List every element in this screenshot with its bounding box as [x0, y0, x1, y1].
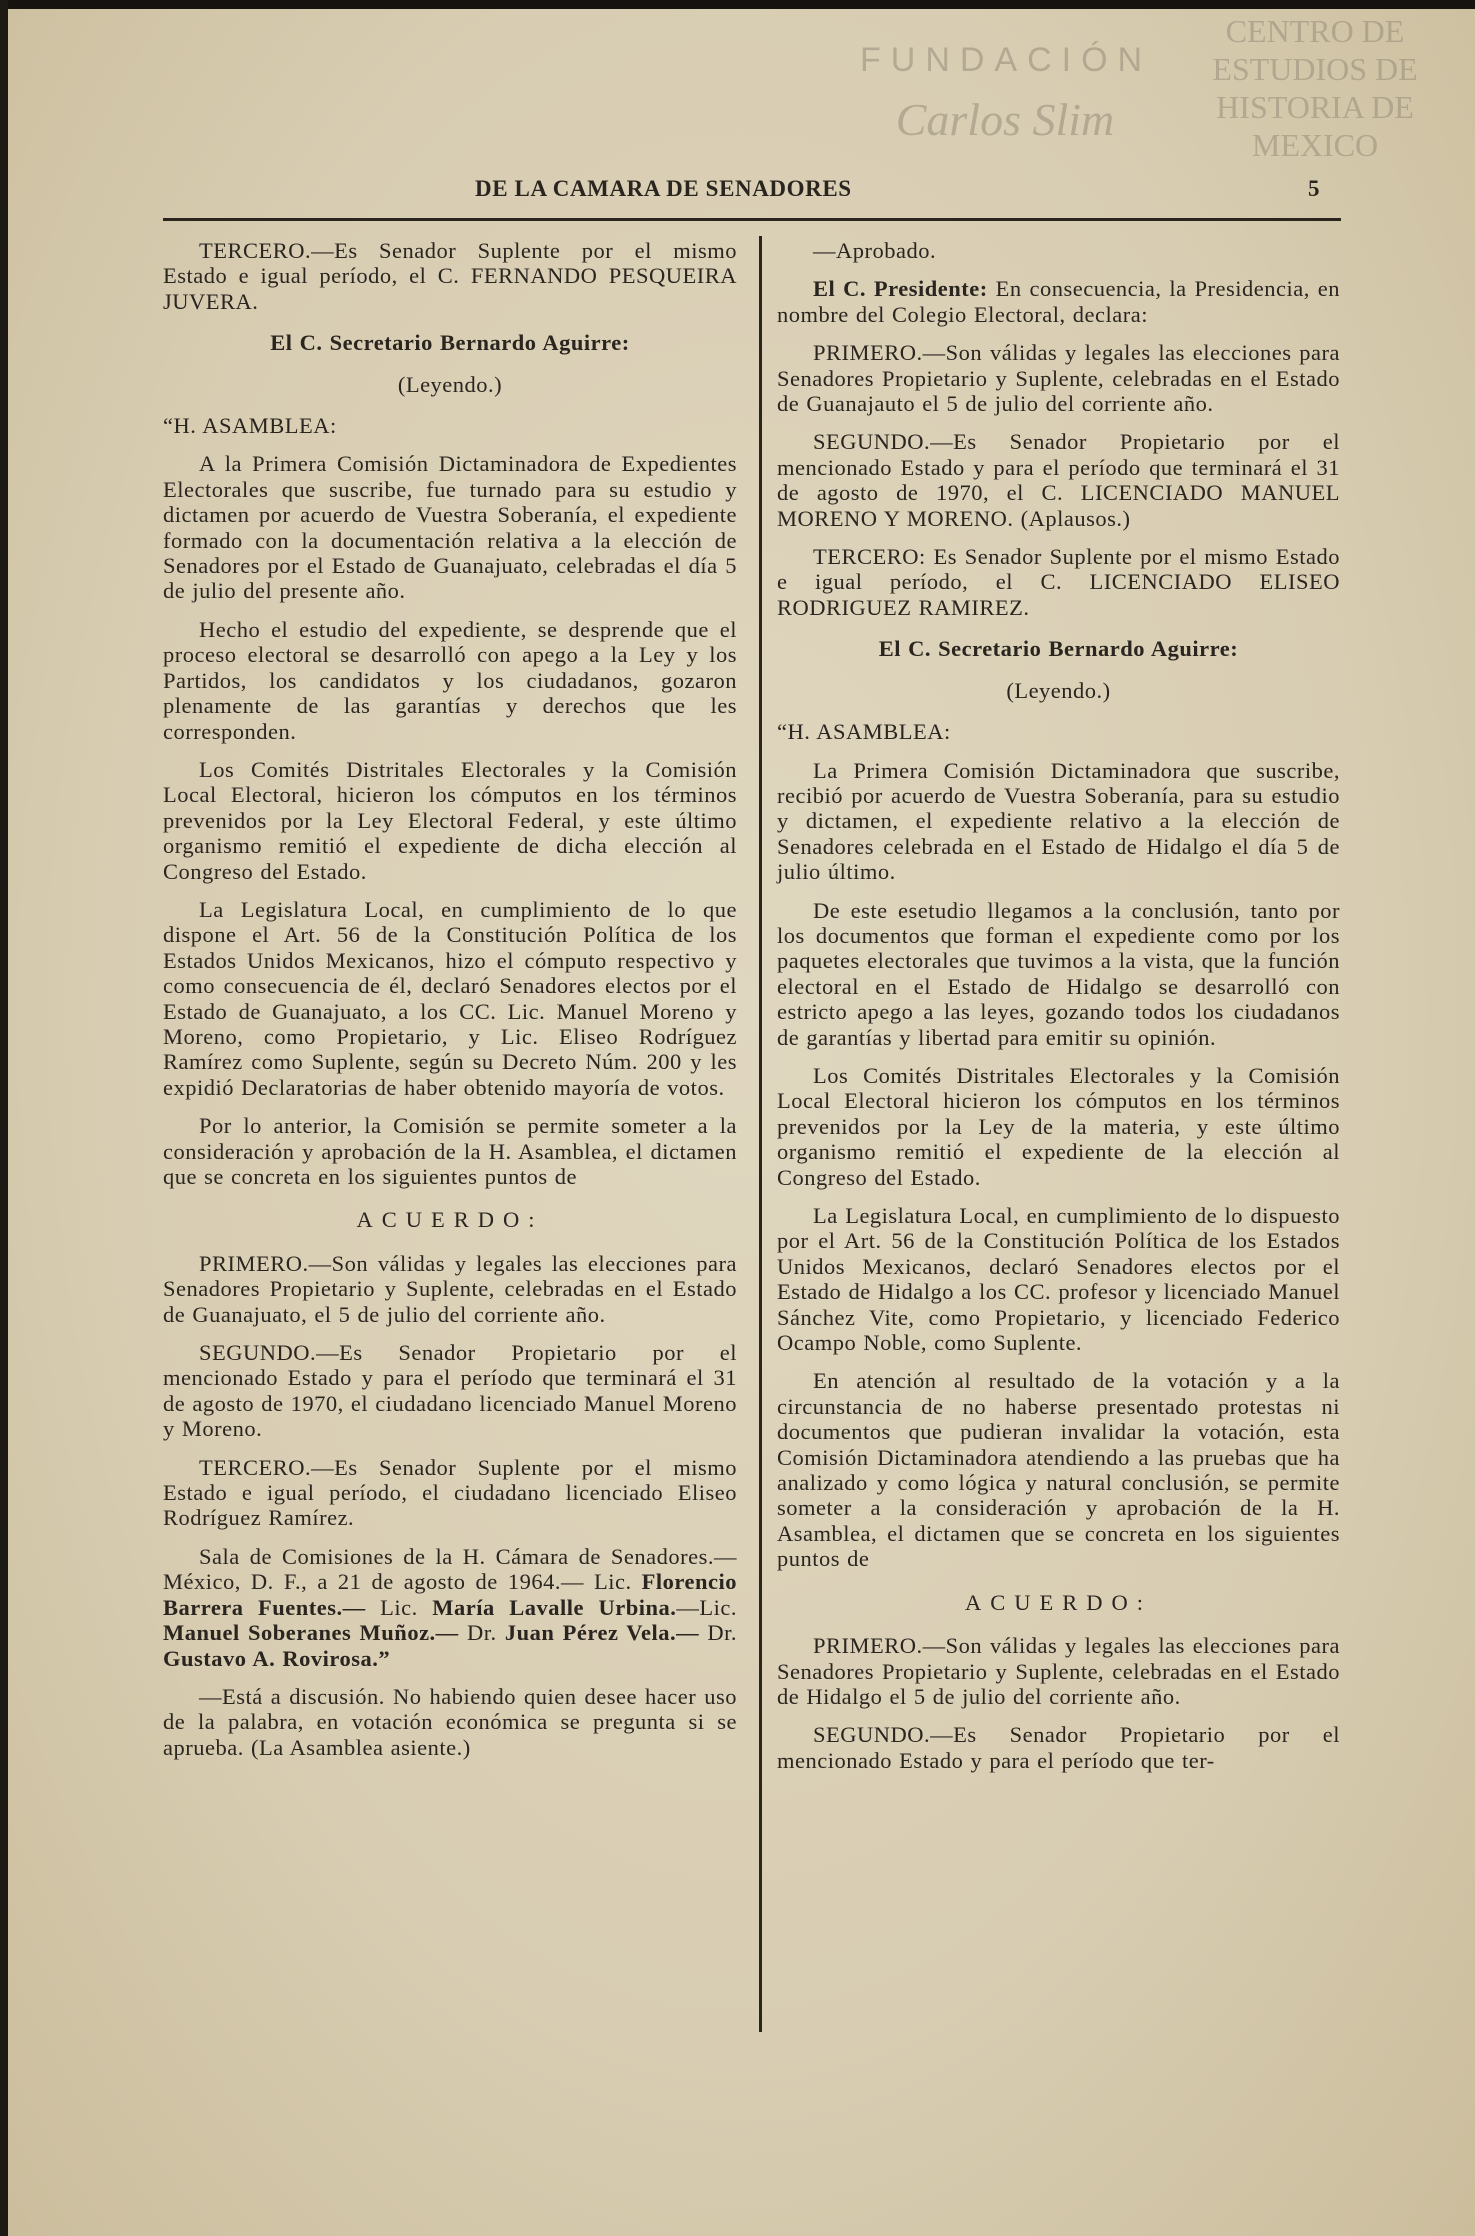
- stage-direction: (Leyendo.): [1006, 677, 1111, 703]
- running-header: DE LA CAMARA DE SENADORES: [475, 176, 852, 201]
- page-number: 5: [1308, 176, 1320, 201]
- section-heading: ACUERDO:: [356, 1207, 544, 1233]
- paragraph: Los Comités Distritales Electorales y la Comisión Local Electoral hicieron los cómputos en los términos prevenidos por la Ley de la materia, y este último organismo remitió el expediente de la elección al Congreso del Estado.: [777, 1062, 1340, 1190]
- text-segment: En consecuencia, la Presidencia, en nombre del Colegio Electoral, declara:: [777, 276, 1341, 327]
- paragraph: La Primera Comisión Dictaminadora que suscribe, recibió por acuerdo de Vuestra Soberanía, para su estudio y dictamen, el expediente relativo a la elección de Senadores celebrada en el Estado de Hidalgo el día 5 de julio último.: [777, 757, 1340, 885]
- section-heading: ACUERDO:: [964, 1589, 1152, 1615]
- paragraph: SEGUNDO.—Es Senador Propietario por el mencionado Estado y para el período que terminará el 31 de agosto de 1970, el C. LICENCIADO MANUEL MORENO Y MORENO. (Aplausos.): [777, 429, 1340, 531]
- paragraph: Los Comités Distritales Electorales y la Comisión Local Electoral, hicieron los cómputos en los términos prevenidos por la Ley Electoral Federal, y este último organismo remitió el expediente de dicha elección al Congreso del Estado.: [163, 756, 737, 884]
- paragraph: De este esetudio llegamos a la conclusión, tanto por los documentos que forman el expediente como por los paquetes electorales que tuvimos a la vista, que la función electoral en el Estado de Hidalgo se desarrolló con estricto apego a las leyes, gozando todos los ciudadanos de garantías y libertad para emitir su opinión.: [777, 897, 1340, 1050]
- paragraph: [777, 276, 1340, 327]
- paragraph: SEGUNDO.—Es Senador Propietario por el mencionado Estado y para el período que ter-: [777, 1722, 1340, 1773]
- paragraph: [163, 1544, 737, 1671]
- left-column: [163, 238, 737, 1773]
- paragraph: La Legislatura Local, en cumplimiento de lo dispuesto por el Art. 56 de la Constitución Política de los Estados Unidos Mexicanos, declaró Senadores electos por el Estado de Hidalgo a los CC. profesor y licenciado Manuel Sánchez Vite, como Propietario, y licenciado Federico Ocampo Noble, como Suplente.: [777, 1203, 1340, 1356]
- right-column: [777, 238, 1340, 1786]
- speaker-heading: El C. Secretario Bernardo Aguirre:: [878, 636, 1239, 662]
- watermark-signature: Carlos Slim: [895, 94, 1115, 145]
- column-divider: [759, 236, 762, 2032]
- paragraph: —Aprobado.: [813, 238, 937, 263]
- paragraph: La Legislatura Local, en cumplimiento de lo que dispone el Art. 56 de la Constitución Política de los Estados Unidos Mexicanos, hizo el cómputo respectivo y como consecuencia de él, declaró Senadores electos por el Estado de Guanajuato, a los CC. Lic. Manuel Moreno y Moreno, como Propietario, y Lic. Eliseo Rodríguez Ramírez como Suplente, según su Decreto Núm. 200 y les expidió Declaratorias de haber obtenido mayoría de votos.: [163, 896, 737, 1100]
- scan-left-edge: [0, 0, 8, 2236]
- paragraph: Por lo anterior, la Comisión se permite someter a la consideración y aprobación de la H. Asamblea, el dictamen que se concreta en los siguientes puntos de: [163, 1113, 737, 1189]
- stage-direction: (Leyendo.): [397, 371, 503, 397]
- speaker-heading: El C. Secretario Bernardo Aguirre:: [270, 330, 630, 356]
- paragraph: “H. ASAMBLEA:: [163, 413, 337, 439]
- bold-name: Florencio Barrera Fuentes.—: [163, 1569, 737, 1620]
- paragraph: A la Primera Comisión Dictaminadora de Expedientes Electorales que suscribe, fue turnado para su estudio y dictamen por acuerdo de Vuestra Soberanía, el expediente formado con la documentación relativa a la elección de Senadores por el Estado de Guanajuato, celebradas el día 5 de julio del presente año.: [163, 451, 737, 604]
- paragraph: SEGUNDO.—Es Senador Propietario por el mencionado Estado y para el período que terminará el 31 de agosto de 1970, el ciudadano licenciado Manuel Moreno y Moreno.: [163, 1340, 737, 1442]
- bold-name: Manuel Soberanes Muñoz.—: [163, 1620, 459, 1646]
- paragraph: TERCERO.—Es Senador Suplente por el mismo Estado e igual período, el C. FERNANDO PESQUEIRA JUVERA.: [163, 238, 737, 314]
- bold-name: El C. Presidente:: [813, 276, 988, 302]
- paragraph: TERCERO: Es Senador Suplente por el mismo Estado e igual período, el C. LICENCIADO ELISEO RODRIGUEZ RAMIREZ.: [777, 544, 1340, 620]
- header-rule: [163, 218, 1341, 221]
- bold-name: Juan Pérez Vela.—: [504, 1620, 700, 1646]
- text-segment: Sala de Comisiones de la H. Cámara de Senadores.—México, D. F., a 21 de agosto de 1964.— Lic.: [163, 1543, 737, 1595]
- paragraph: Hecho el estudio del expediente, se desprende que el proceso electoral se desarrolló con apego a la Ley y los Partidos, los candidatos y los ciudadanos, gozaron plenamente de las garantías y derechos que les corresponden.: [163, 616, 737, 744]
- text-segment: Dr.: [699, 1620, 738, 1646]
- paragraph: PRIMERO.—Son válidas y legales las elecciones para Senadores Propietario y Suplente, celebradas en el Estado de Guanajuato, el 5 de julio del corriente año.: [163, 1250, 737, 1327]
- paragraph: —Está a discusión. No habiendo quien desee hacer uso de la palabra, en votación económica se pregunta si se aprueba. (La Asamblea asiente.): [163, 1683, 737, 1760]
- paragraph: “H. ASAMBLEA:: [777, 719, 951, 745]
- bold-name: María Lavalle Urbina.: [432, 1594, 677, 1620]
- text-segment: Lic.: [365, 1594, 433, 1620]
- paragraph: PRIMERO.—Son válidas y legales las elecciones para Senadores Propietario y Suplente, celebradas en el Estado de Guanajauto el 5 de julio del corriente año.: [777, 340, 1340, 417]
- watermark-fundacion: FUNDACIÓN: [860, 41, 1153, 79]
- watermark-centro-estudios: CENTRO DE ESTUDIOS DE HISTORIA DE MEXICO: [1212, 13, 1418, 163]
- paragraph: PRIMERO.—Son válidas y legales las elecciones para Senadores Propietario y Suplente, celebradas en el Estado de Hidalgo el 5 de julio del corriente año.: [777, 1633, 1340, 1709]
- paragraph: TERCERO.—Es Senador Suplente por el mismo Estado e igual período, el ciudadano licenciado Eliseo Rodríguez Ramírez.: [163, 1454, 737, 1531]
- text-segment: Dr.: [458, 1620, 505, 1646]
- scan-top-edge: [0, 0, 1475, 9]
- paragraph: En atención al resultado de la votación y a la circunstancia de no haberse presentado protestas ni documentos que pudieran invalidar la votación, esta Comisión Dictaminadora atendiendo a las pruebas que ha analizado y como lógica y natural conclusión, se permite someter a la consideración y aprobación de la H. Asamblea, el dictamen que se concreta en los siguientes puntos de: [777, 1368, 1340, 1572]
- bold-name: Gustavo A. Rovirosa.”: [163, 1645, 391, 1671]
- text-segment: —Lic.: [676, 1594, 737, 1620]
